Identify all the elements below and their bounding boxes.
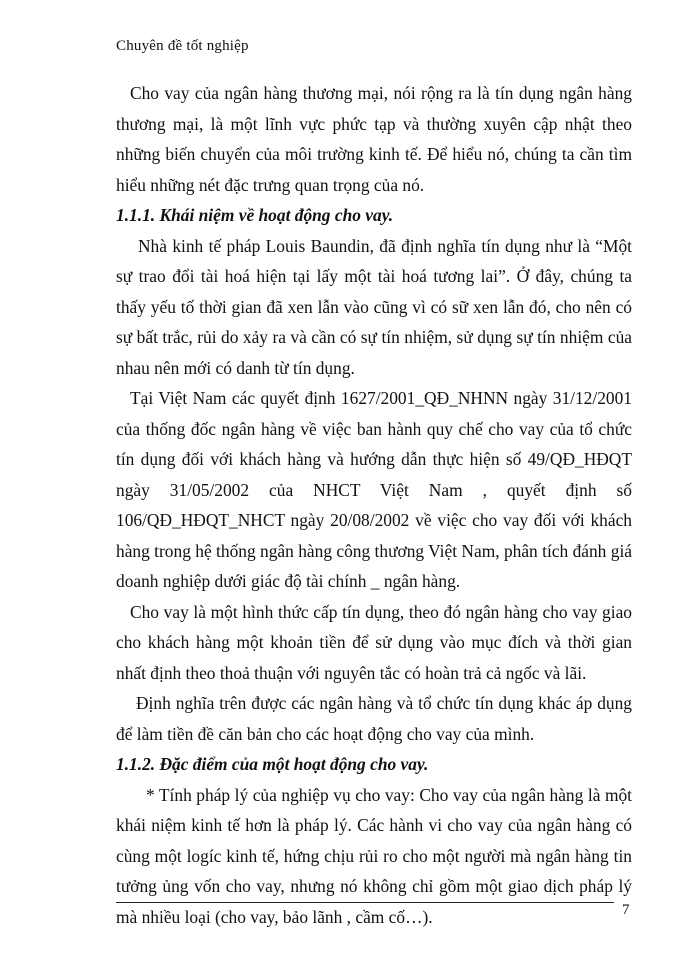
- running-header: Chuyên đề tốt nghiệp: [116, 38, 249, 54]
- document-body: [116, 78, 632, 932]
- section-heading-1-1-1: 1.1.1. Khái niệm về hoạt động cho vay.: [116, 205, 394, 225]
- paragraph-loan-definition: Cho vay là một hình thức cấp tín dụng, theo đó ngân hàng cho vay giao cho khách hàng một khoản tiền để sử dụng vào mục đích và thời gian nhất định theo thoả thuận với nguyên tắc có hoàn trả cả ngốc và lãi.: [116, 601, 632, 683]
- section-heading-1-1-2: 1.1.2. Đặc điểm của một hoạt động cho vay.: [116, 754, 429, 774]
- paragraph-vietnam-regulations: Tại Việt Nam các quyết định 1627/2001_QĐ_NHNN ngày 31/12/2001 của thống đốc ngân hàng về việc ban hành quy chế cho vay của tổ chức tín dụng đối với khách hàng và hướng dẫn thực hiện số 49/QĐ_HĐQT ngày 31/05/2002 của NHCT Việt Nam , quyết định số 106/QĐ_HĐQT_NHCT ngày 20/08/2002 về việc cho vay đối với khách hàng trong hệ thống ngân hàng công thương Việt Nam, phân tích đánh giá doanh nghiệp dưới giác độ tài chính _ ngân hàng.: [116, 388, 632, 591]
- paragraph-legal-nature: * Tính pháp lý của nghiệp vụ cho vay: Cho vay của ngân hàng là một khái niệm kinh tế hơn là pháp lý. Các hành vi cho vay của ngân hàng có cùng một logíc kinh tế, hứng chịu rủi ro cho một người mà ngân hàng tin tưởng ủng vốn cho vay, nhưng nó không chỉ gồm một giao dịch pháp lý mà nhiều loại (cho vay, bảo lãnh , cầm cố…).: [116, 784, 632, 927]
- paragraph-definition-usage: Định nghĩa trên được các ngân hàng và tổ chức tín dụng khác áp dụng để làm tiền đề căn bản cho các hoạt động cho vay của mình.: [116, 693, 632, 744]
- page-number: 7: [622, 902, 630, 918]
- footer-divider: [116, 902, 614, 903]
- paragraph-definition-baundin: Nhà kinh tế pháp Louis Baundin, đã định nghĩa tín dụng như là “Một sự trao đổi tài hoá hiện tại lấy một tài hoá tương lai”. Ở đây, chúng ta thấy yếu tố thời gian đã xen lẫn vào cũng vì có sữ xen lẫn đó, cho nên có sự bất trắc, rủi do xảy ra và cần có sự tín nhiệm, sử dụng sự tín nhiệm của nhau nên mới có danh từ tín dụng.: [116, 235, 632, 378]
- intro-paragraph: Cho vay của ngân hàng thương mại, nói rộng ra là tín dụng ngân hàng thương mại, là một lĩnh vực phức tạp và thường xuyên cập nhật theo những biến chuyển của môi trường kinh tế. Để hiểu nó, chúng ta cần tìm hiểu những nét đặc trưng quan trọng của nó.: [116, 83, 632, 195]
